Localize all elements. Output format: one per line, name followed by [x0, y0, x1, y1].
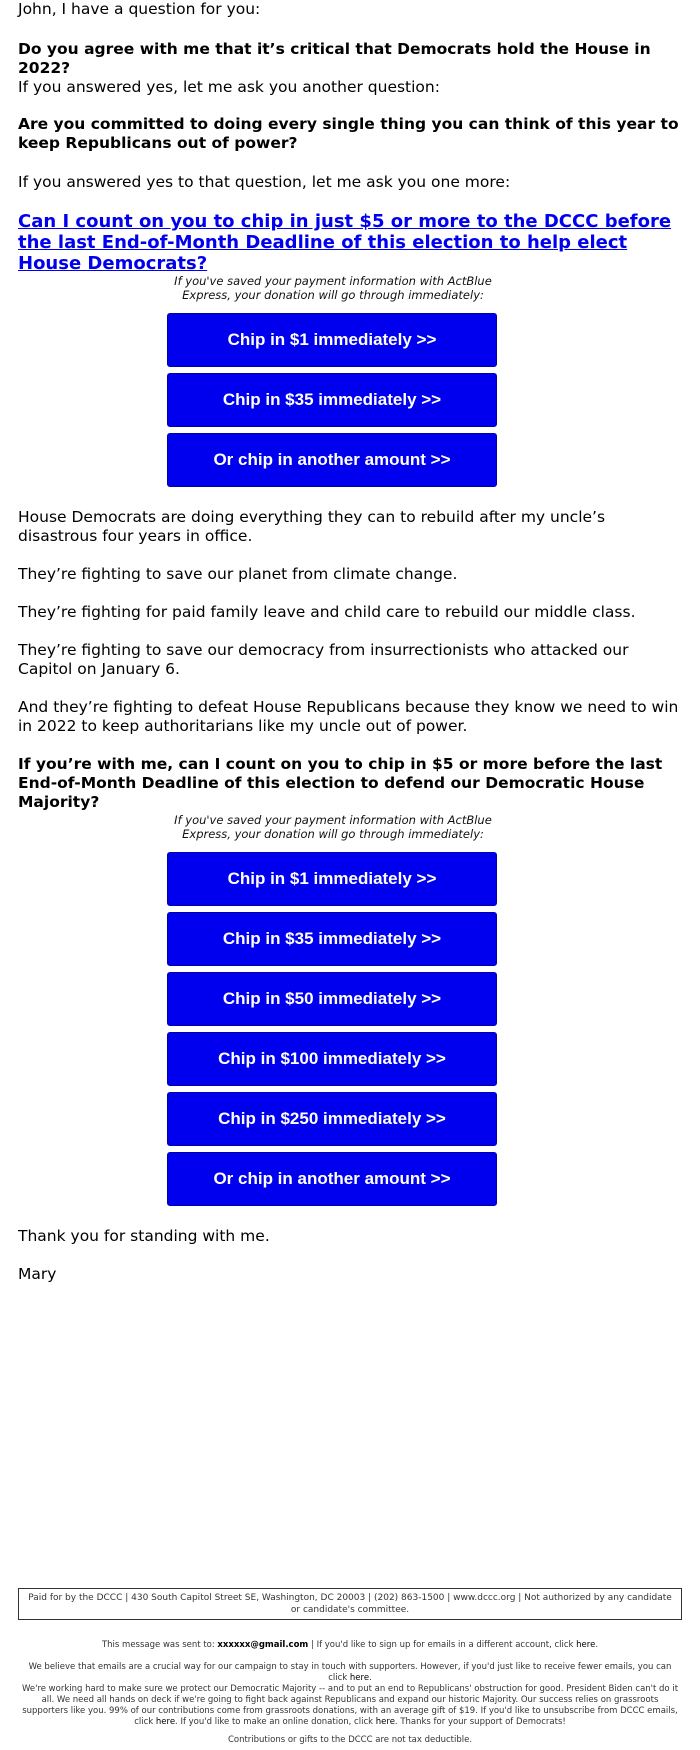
majority-note — [18, 1684, 682, 1728]
chip-in-other-button-top[interactable]: Or chip in another amount >> — [167, 433, 497, 487]
fewer-emails-line — [18, 1662, 682, 1684]
express-note-top: If you've saved your payment information with ActBlue Express, your donation will go through immediately: — [174, 274, 492, 302]
online-donation-link[interactable]: here — [375, 1717, 395, 1727]
chip-in-1-button-top[interactable]: Chip in $1 immediately >> — [167, 313, 497, 367]
chip-in-35-button[interactable]: Chip in $35 immediately >> — [167, 912, 497, 966]
chip-in-35-button-top[interactable]: Chip in $35 immediately >> — [167, 373, 497, 427]
question-2: Are you committed to doing every single thing you can think of this year to keep Republicans out of power? — [18, 115, 679, 152]
chip-in-100-button[interactable]: Chip in $100 immediately >> — [167, 1032, 497, 1086]
fewer-emails-link[interactable]: here — [349, 1673, 370, 1683]
unsubscribe-link[interactable]: here — [155, 1717, 176, 1727]
question-1: Do you agree with me that it’s critical that Democrats hold the House in 2022? — [18, 40, 651, 77]
fewer-emails-period: . — [369, 1673, 372, 1683]
question-4: If you’re with me, can I count on you to chip in $5 or more before the last End-of-Month Deadline of this election to defend our Democratic House Majority? — [18, 755, 663, 811]
chip-in-50-button[interactable]: Chip in $50 immediately >> — [167, 972, 497, 1026]
sent-to-suffix: | If you'd like to sign up for emails in a different account, click — [308, 1640, 577, 1650]
fewer-emails-text: We believe that emails are a crucial way for our campaign to stay in touch with supporters. However, if you'd just like to receive fewer emails, you can click — [28, 1662, 672, 1683]
paid-for-disclaimer — [18, 1588, 682, 1620]
thanks-text: Thank you for standing with me. — [18, 1227, 270, 1245]
majority-note-text-2: . If you'd like to make an online donation, click — [175, 1717, 376, 1727]
paragraph-4: They’re fighting to save our democracy from insurrectionists who attacked our Capitol on January 6. — [18, 641, 629, 678]
question-3 — [18, 211, 682, 274]
prompt-1: If you answered yes, let me ask you another question: — [18, 78, 440, 96]
recipient-email: xxxxxx@gmail.com — [217, 1640, 309, 1650]
sent-to-period: . — [595, 1640, 599, 1650]
greeting: John, I have a question for you: — [18, 0, 261, 18]
paragraph-2: They’re fighting to save our planet from climate change. — [18, 565, 458, 583]
chip-in-1-button[interactable]: Chip in $1 immediately >> — [167, 852, 497, 906]
paragraph-3: They’re fighting for paid family leave and child care to rebuild our middle class. — [18, 603, 636, 621]
tax-note: Contributions or gifts to the DCCC are not tax deductible. — [227, 1735, 473, 1745]
sent-to-line — [18, 1640, 682, 1651]
sent-to-prefix: This message was sent to: — [101, 1640, 218, 1650]
chip-in-250-button[interactable]: Chip in $250 immediately >> — [167, 1092, 497, 1146]
express-note-bottom: If you've saved your payment information with ActBlue Express, your donation will go through immediately: — [174, 813, 492, 841]
signup-different-account-link[interactable]: here — [576, 1640, 596, 1650]
paragraph-5: And they’re fighting to defeat House Republicans because they know we need to win in 2022 to keep authoritarians like my uncle out of power. — [18, 698, 679, 735]
chip-in-other-button[interactable]: Or chip in another amount >> — [167, 1152, 497, 1206]
majority-note-text-1: We're working hard to make sure we protect our Democratic Majority -- and to put an end to Republicans' obstruction for good. President Biden can't do it all. We need all hands on deck if we're going to fight back against Republicans and expand our historic Majority. Our success relies on grassroots supporters like you. 99% of our contributions come from grassroots donations, with an average gift of $19. If you'd like to unsubscribe from DCCC emails, click — [21, 1684, 679, 1727]
donate-link[interactable]: Can I count on you to chip in just $5 or more to the DCCC before the last End-of-Month Deadline of this election to help elect House Democrats? — [18, 211, 672, 274]
signature: Mary — [18, 1265, 57, 1283]
paid-for-text: Paid for by the DCCC | 430 South Capitol Street SE, Washington, DC 20003 | (202) 863-1500 | www.dccc.org | Not authorized by any candidate or candidate's committee. — [28, 1593, 672, 1615]
prompt-2: If you answered yes to that question, let me ask you one more: — [18, 173, 511, 191]
paragraph-1: House Democrats are doing everything they can to rebuild after my uncle’s disastrous four years in office. — [18, 508, 606, 545]
majority-note-text-3: . Thanks for your support of Democrats! — [394, 1717, 566, 1727]
